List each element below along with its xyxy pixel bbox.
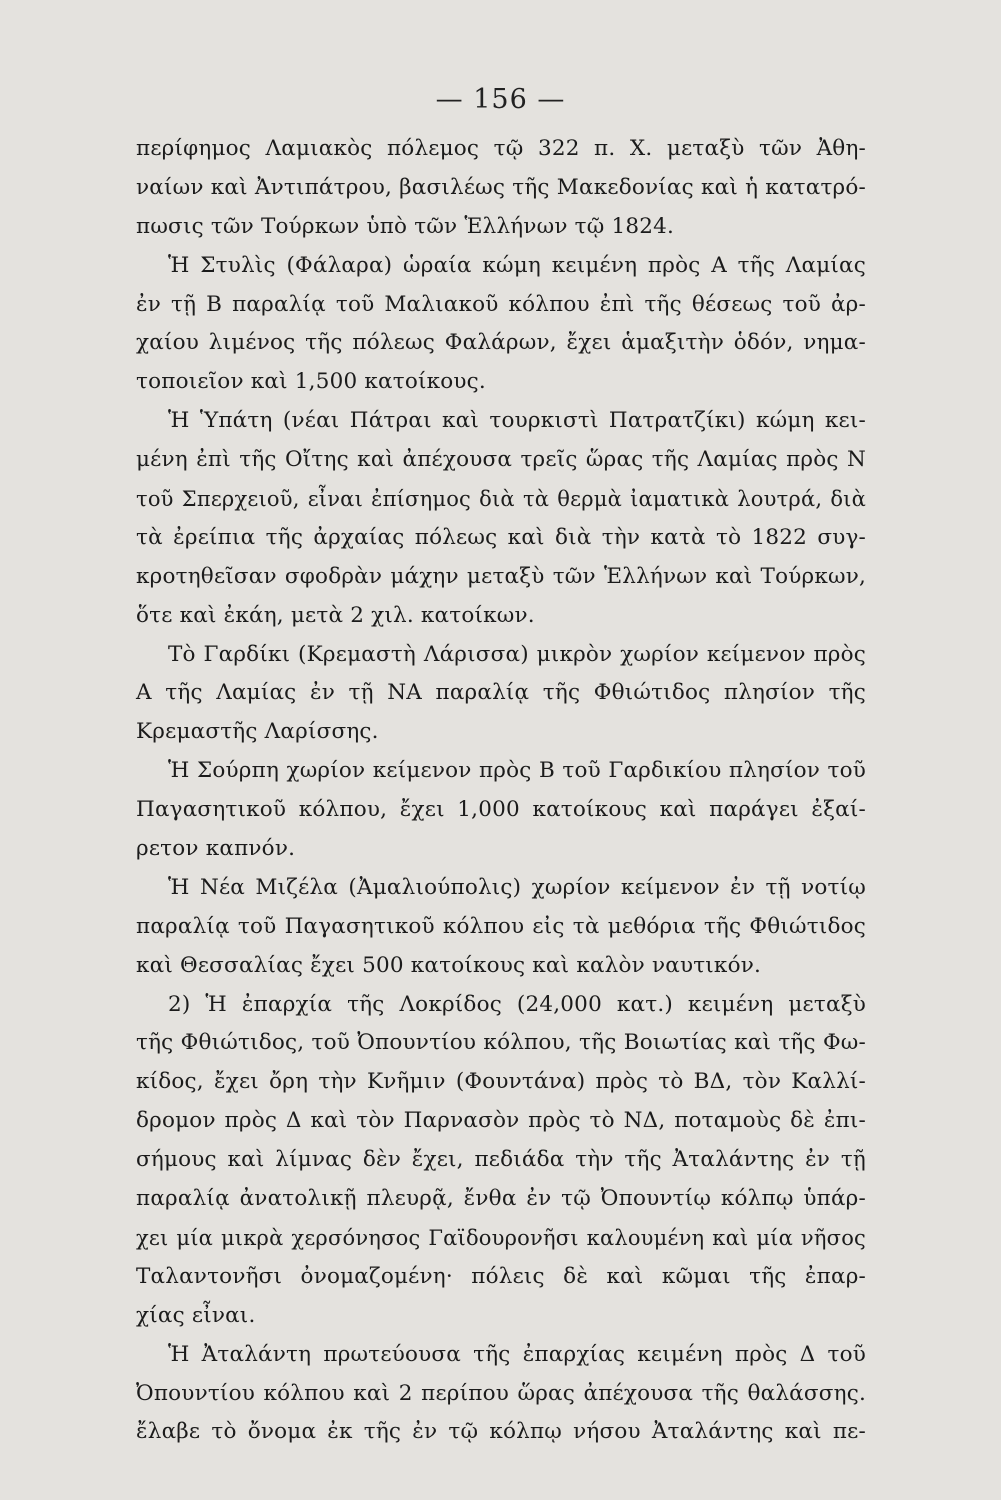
text-line: τοῦ Σπερχειοῦ, εἶναι ἐπίσημος διὰ τὰ θερμὰ ἰαματικὰ λουτρά, διὰ <box>136 487 866 512</box>
text-line: ναίων καὶ Ἀντιπάτρου, βασιλέως τῆς Μακεδονίας καὶ ἡ κατατρό- <box>136 174 866 200</box>
text-line: Α τῆς Λαμίας ἐν τῇ ΝΑ παραλίᾳ τῆς Φθιώτιδος πλησίον τῆς <box>136 680 866 706</box>
text-line: Ταλαντονῆσι ὀνομαζομένη· πόλεις δὲ καὶ κῶμαι τῆς ἐπαρ- <box>136 1263 866 1289</box>
text-line: χίας εἶναι. <box>136 1302 256 1328</box>
text-line: χαίου λιμένος τῆς πόλεως Φαλάρων, ἔχει ἁμαξιτὴν ὁδόν, νημα- <box>136 330 866 356</box>
text-line: Ἡ Ὑπάτη (νέαι Πάτραι καὶ τουρκιστὶ Πατρατζίκι) κώμη κει- <box>168 408 866 434</box>
text-line: σήμους καὶ λίμνας δὲν ἔχει, πεδιάδα τὴν τῆς Ἀταλάντης ἐν τῇ <box>136 1147 866 1173</box>
text-line: Κρεμαστῆς Λαρίσσης. <box>136 719 379 745</box>
text-line: ἐν τῇ Β παραλίᾳ τοῦ Μαλιακοῦ κόλπου ἐπὶ τῆς θέσεως τοῦ ἀρ- <box>136 291 866 317</box>
text-line: μένη ἐπὶ τῆς Οἴτης καὶ ἀπέχουσα τρεῖς ὥρας τῆς Λαμίας πρὸς Ν <box>136 447 866 473</box>
text-line: ἔλαβε τὸ ὄνομα ἐκ τῆς ἐν τῷ κόλπῳ νήσου Ἀταλάντης καὶ πε- <box>136 1419 866 1445</box>
text-line: Παγασητικοῦ κόλπου, ἔχει 1,000 κατοίκους καὶ παράγει ἐξαί- <box>136 797 866 823</box>
text-line: δρομον πρὸς Δ καὶ τὸν Παρνασὸν πρὸς τὸ ΝΔ, ποταμοὺς δὲ ἐπι- <box>136 1108 866 1134</box>
text-line: τῆς Φθιώτιδος, τοῦ Ὀπουντίου κόλπου, τῆς Βοιωτίας καὶ τῆς Φω- <box>136 1030 866 1056</box>
text-line: παραλίᾳ ἀνατολικῇ πλευρᾷ, ἔνθα ἐν τῷ Ὀπουντίῳ κόλπῳ ὑπάρ- <box>136 1186 866 1212</box>
text-line: καὶ Θεσσαλίας ἔχει 500 κατοίκους καὶ καλὸν ναυτικόν. <box>136 952 762 978</box>
text-line: Ἡ Ἀταλάντη πρωτεύουσα τῆς ἐπαρχίας κειμένη πρὸς Δ τοῦ <box>168 1341 866 1367</box>
text-line: ὅτε καὶ ἐκάη, μετὰ 2 χιλ. κατοίκων. <box>136 602 535 628</box>
text-line: Ὀπουντίου κόλπου καὶ 2 περίπου ὥρας ἀπέχουσα τῆς θαλάσσης. <box>136 1380 866 1406</box>
text-line: 2) Ἡ ἐπαρχία τῆς Λοκρίδος (24,000 κατ.) κειμένη μεταξὺ <box>168 991 866 1017</box>
text-line: Τὸ Γαρδίκι (Κρεμαστὴ Λάρισσα) μικρὸν χωρίον κείμενον πρὸς <box>168 641 866 667</box>
body-text <box>136 130 866 1452</box>
text-line: Ἡ Νέα Μιζέλα (Ἀμαλιούπολις) χωρίον κείμενον ἐν τῇ νοτίῳ <box>168 874 866 900</box>
text-line: περίφημος Λαμιακὸς πόλεμος τῷ 322 π. Χ. μεταξὺ τῶν Ἀθη- <box>136 136 866 161</box>
text-line: χει μία μικρὰ χερσόνησος Γαϊδουρονῆσι καλουμένη καὶ μία νῆσος <box>136 1225 866 1250</box>
text-line: κίδος, ἔχει ὄρη τὴν Κνῆμιν (Φουντάνα) πρὸς τὸ ΒΔ, τὸν Καλλί- <box>136 1069 866 1095</box>
text-line: τὰ ἐρείπια τῆς ἀρχαίας πόλεως καὶ διὰ τὴν κατὰ τὸ 1822 συγ- <box>136 524 866 550</box>
text-line: παραλίᾳ τοῦ Παγασητικοῦ κόλπου εἰς τὰ μεθόρια τῆς Φθιώτιδος <box>136 913 866 939</box>
text-line: ρετον καπνόν. <box>136 836 296 862</box>
text-line: Ἡ Στυλὶς (Φάλαρα) ὡραία κώμη κειμένη πρὸς Α τῆς Λαμίας <box>168 252 866 278</box>
text-line: πωσις τῶν Τούρκων ὑπὸ τῶν Ἑλλήνων τῷ 1824. <box>136 213 675 239</box>
text-line: κροτηθεῖσαν σφοδρὰν μάχην μεταξὺ τῶν Ἑλλήνων καὶ Τούρκων, <box>136 563 866 589</box>
text-line: Ἡ Σούρπη χωρίον κείμενον πρὸς Β τοῦ Γαρδικίου πλησίον τοῦ <box>168 758 866 784</box>
page-number: — 156 — <box>435 84 566 115</box>
text-line: τοποιεῖον καὶ 1,500 κατοίκους. <box>136 369 486 395</box>
